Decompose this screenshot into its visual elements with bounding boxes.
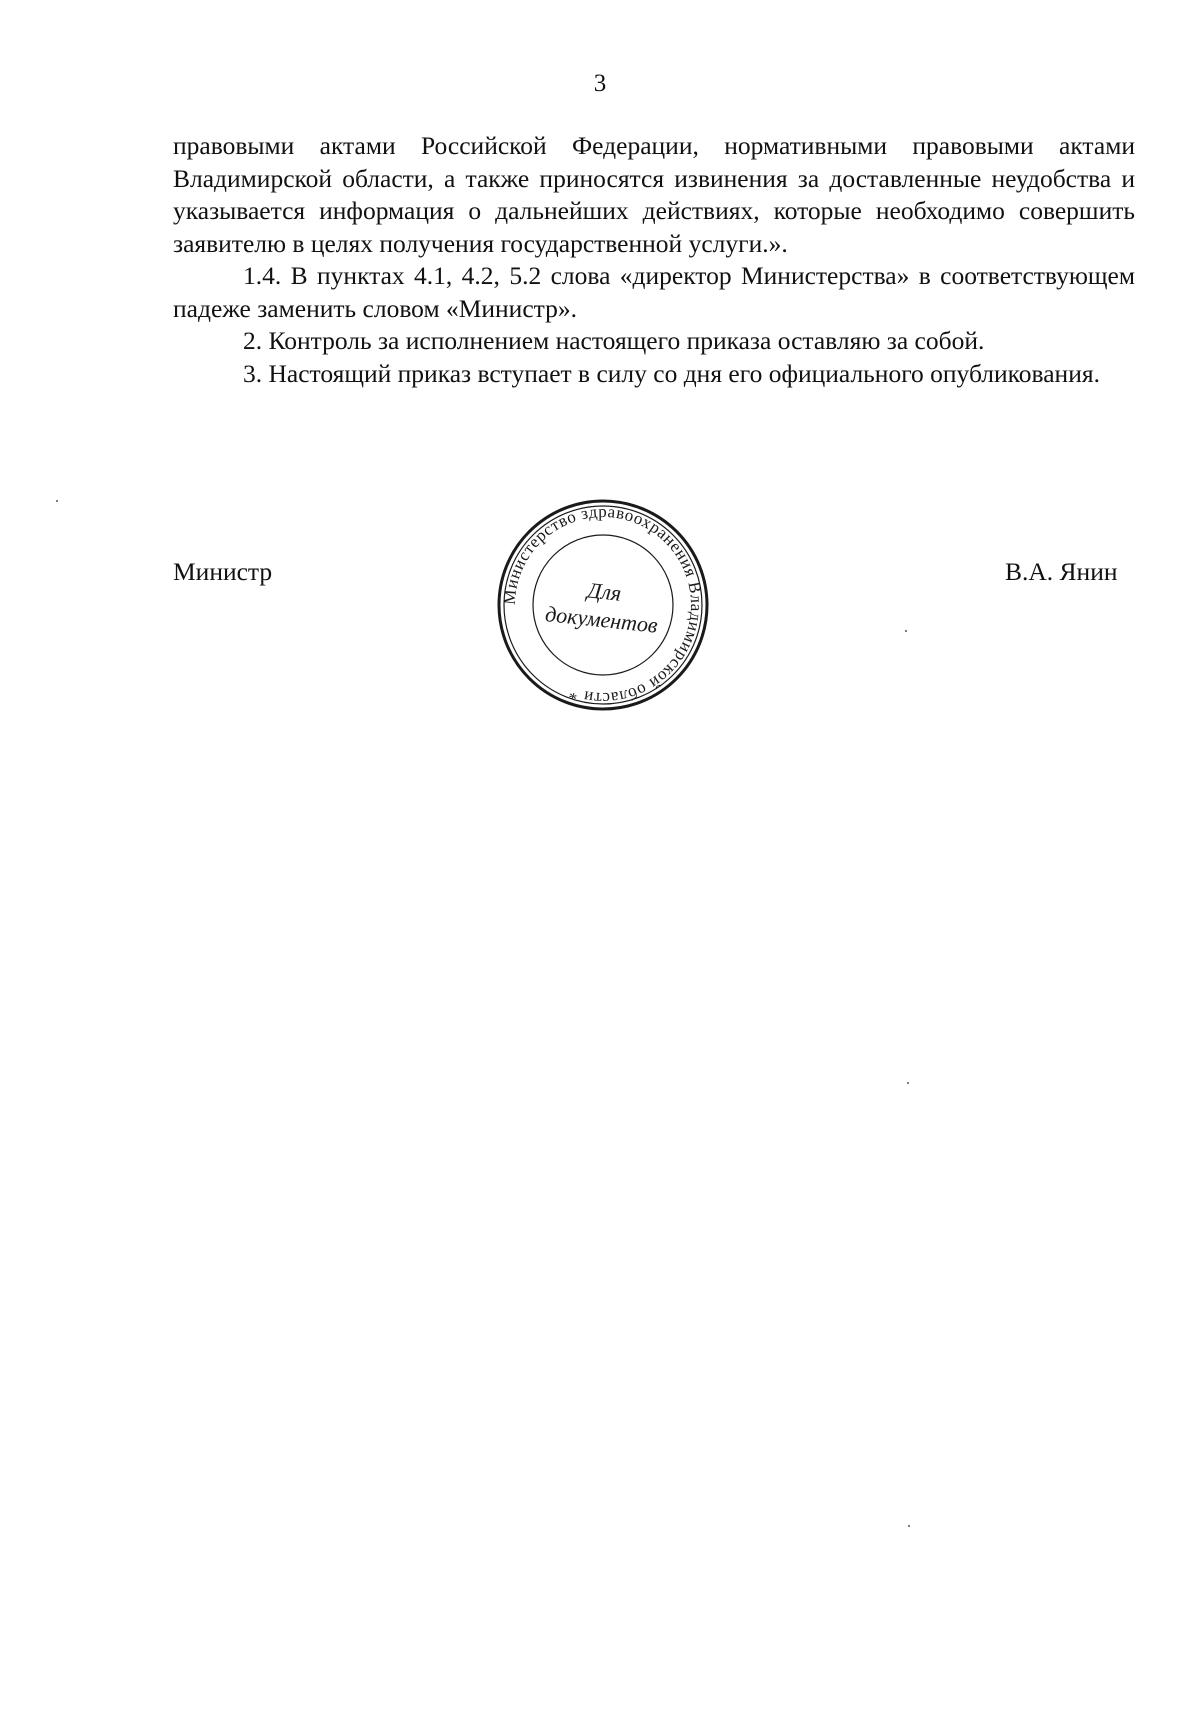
paragraph-2: 2. Контроль за исполнением настоящего приказа оставляю за собой. bbox=[243, 326, 985, 355]
stamp-center-line1: Для bbox=[586, 577, 623, 606]
paragraph-continuation: правовыми актами Российской Федерации, нормативными правовыми актами Владимирской области, а также приносятся извинения за доставленные неудобства и указывается информация о дальнейших действиях, которые необходимо совершить заявителю в целях получения государственной услуги.». bbox=[173, 131, 1135, 258]
paragraph-1-4: 1.4. В пунктах 4.1, 4.2, 5.2 слова «директор Министерства» в соответствующем падеже заменить словом «Министр». bbox=[173, 261, 1135, 323]
signer-name: В.А. Янин bbox=[1005, 557, 1118, 586]
scan-speck bbox=[905, 630, 907, 632]
scan-speck bbox=[56, 500, 58, 502]
official-stamp bbox=[493, 495, 713, 715]
stamp-center-line2: документов bbox=[544, 601, 659, 638]
stamp-ring-text: Министерство здравоохранения Владимирской области * bbox=[499, 501, 707, 709]
scan-speck bbox=[907, 1082, 909, 1084]
scan-speck bbox=[908, 1525, 910, 1527]
page-number: 3 bbox=[593, 70, 607, 97]
signer-title: Министр bbox=[173, 557, 273, 586]
paragraph-3: 3. Настоящий приказ вступает в силу со дня его официального опубликования. bbox=[243, 358, 1100, 388]
document-body bbox=[173, 130, 1135, 390]
